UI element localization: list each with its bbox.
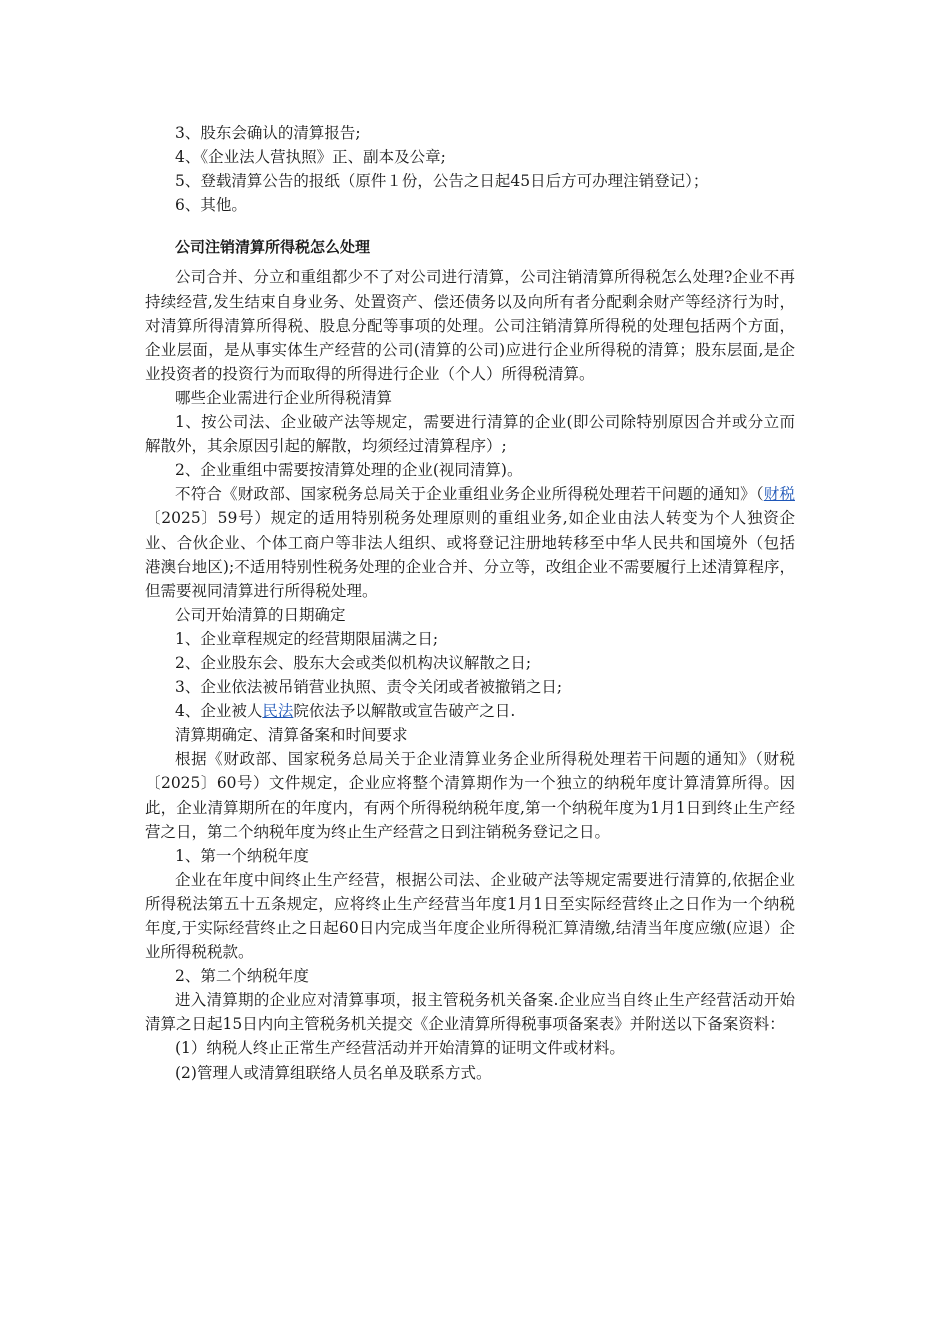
second-year-heading: 2、第二个纳税年度	[175, 967, 309, 986]
list-item: 6、其他。	[175, 196, 247, 215]
top-list	[145, 121, 795, 217]
list-item: 5、登载清算公告的报纸（原件１份，公告之日起45日后方可办理注销登记）；	[175, 172, 709, 191]
first-year-paragraph: 企业在年度中间终止生产经营，根据公司法、企业破产法等规定需要进行清算的,依据企业所得税法第五十五条规定，应将终止生产经营当年度1月1日至实际经营终止之日作为一个纳税年度,于实际经营终止之日起60日内完成当年度企业所得税汇算清缴,结清当年度应缴(应退）企业所得税税款。	[145, 870, 795, 962]
list-item: 3、股东会确认的清算报告;	[175, 124, 361, 142]
caishui-link[interactable]: 财税	[763, 485, 795, 504]
section-heading: 公司注销清算所得税怎么处理	[175, 238, 371, 257]
list-item: 1、企业章程规定的经营期限届满之日;	[175, 629, 439, 648]
list-item: (2)管理人或清算组联络人员名单及联系方式。	[175, 1063, 492, 1082]
list-item: 3、企业依法被吊销营业执照、责令关闭或者被撤销之日;	[175, 678, 563, 697]
second-year-paragraph: 进入清算期的企业应对清算事项，报主管税务机关备案.企业应当自终止生产经营活动开始清算之日起15日内向主管税务机关提交《企业清算所得税事项备案表》并附送以下备案资料：	[145, 991, 795, 1034]
intro-paragraph: 公司合并、分立和重组都少不了对公司进行清算，公司注销清算所得税怎么处理?企业不再持续经营,发生结束自身业务、处置资产、偿还债务以及向所有者分配剩余财产等经济行为时，对清算所得清算所得税、股息分配等事项的处理。公司注销清算所得税的处理包括两个方面，企业层面，是从事实体生产经营的公司(清算的公司)应进行企业所得税的清算；股东层面,是企业投资者的投资行为而取得的所得进行企业（个人）所得税清算。	[145, 268, 795, 383]
not-apply-text-before: 不符合《财政部、国家税务总局关于企业重组业务企业所得税处理若干问题的通知》（	[175, 485, 764, 504]
document-body	[145, 121, 795, 1085]
start-item-4	[145, 699, 795, 723]
minfa-link[interactable]: 民法	[262, 702, 294, 721]
period-heading: 清算期确定、清算备案和时间要求	[175, 726, 408, 745]
list-item: 4、《企业法人营执照》正、副本及公章;	[175, 148, 446, 167]
which-item-2: 2、企业重组中需要按清算处理的企业(视同清算)。	[175, 461, 523, 480]
start-item-4-before: 4、企业被人	[175, 702, 263, 721]
list-item: (1）纳税人终止正常生产经营活动并开始清算的证明文件或材料。	[175, 1039, 625, 1058]
not-apply-paragraph	[145, 482, 795, 602]
start-item-4-after: 院依法予以解散或宣告破产之日.	[293, 702, 516, 721]
which-item-1: 1、按公司法、企业破产法等规定，需要进行清算的企业(即公司除特别原因合并或分立而解散外，其余原因引起的解散，均须经过清算程序）;	[145, 413, 795, 456]
list-item: 2、企业股东会、股东大会或类似机构决议解散之日;	[175, 653, 532, 672]
period-paragraph: 根据《财政部、国家税务总局关于企业清算业务企业所得税处理若干问题的通知》（财税〔2025〕60号）文件规定，企业应将整个清算期作为一个独立的纳税年度计算清算所得。因此，企业清算期所在的年度内，有两个所得税纳税年度,第一个纳税年度为1月1日到终止生产经营之日，第二个纳税年度为终止生产经营之日到注销税务登记之日。	[145, 750, 795, 841]
start-heading: 公司开始清算的日期确定	[175, 605, 346, 624]
first-year-heading: 1、第一个纳税年度	[175, 846, 309, 865]
which-heading: 哪些企业需进行企业所得税清算	[175, 388, 393, 407]
not-apply-text-after: 〔2025〕59号）规定的适用特别税务处理原则的重组业务,如企业由法人转变为个人独资企业、合伙企业、个体工商户等非法人组织、或将登记注册地转移至中华人民共和国境外（包括港澳台地区);不适用特别性税务处理的企业合并、分立等，改组企业不需要履行上述清算程序，但需要视同清算进行所得税处理。	[145, 509, 795, 600]
